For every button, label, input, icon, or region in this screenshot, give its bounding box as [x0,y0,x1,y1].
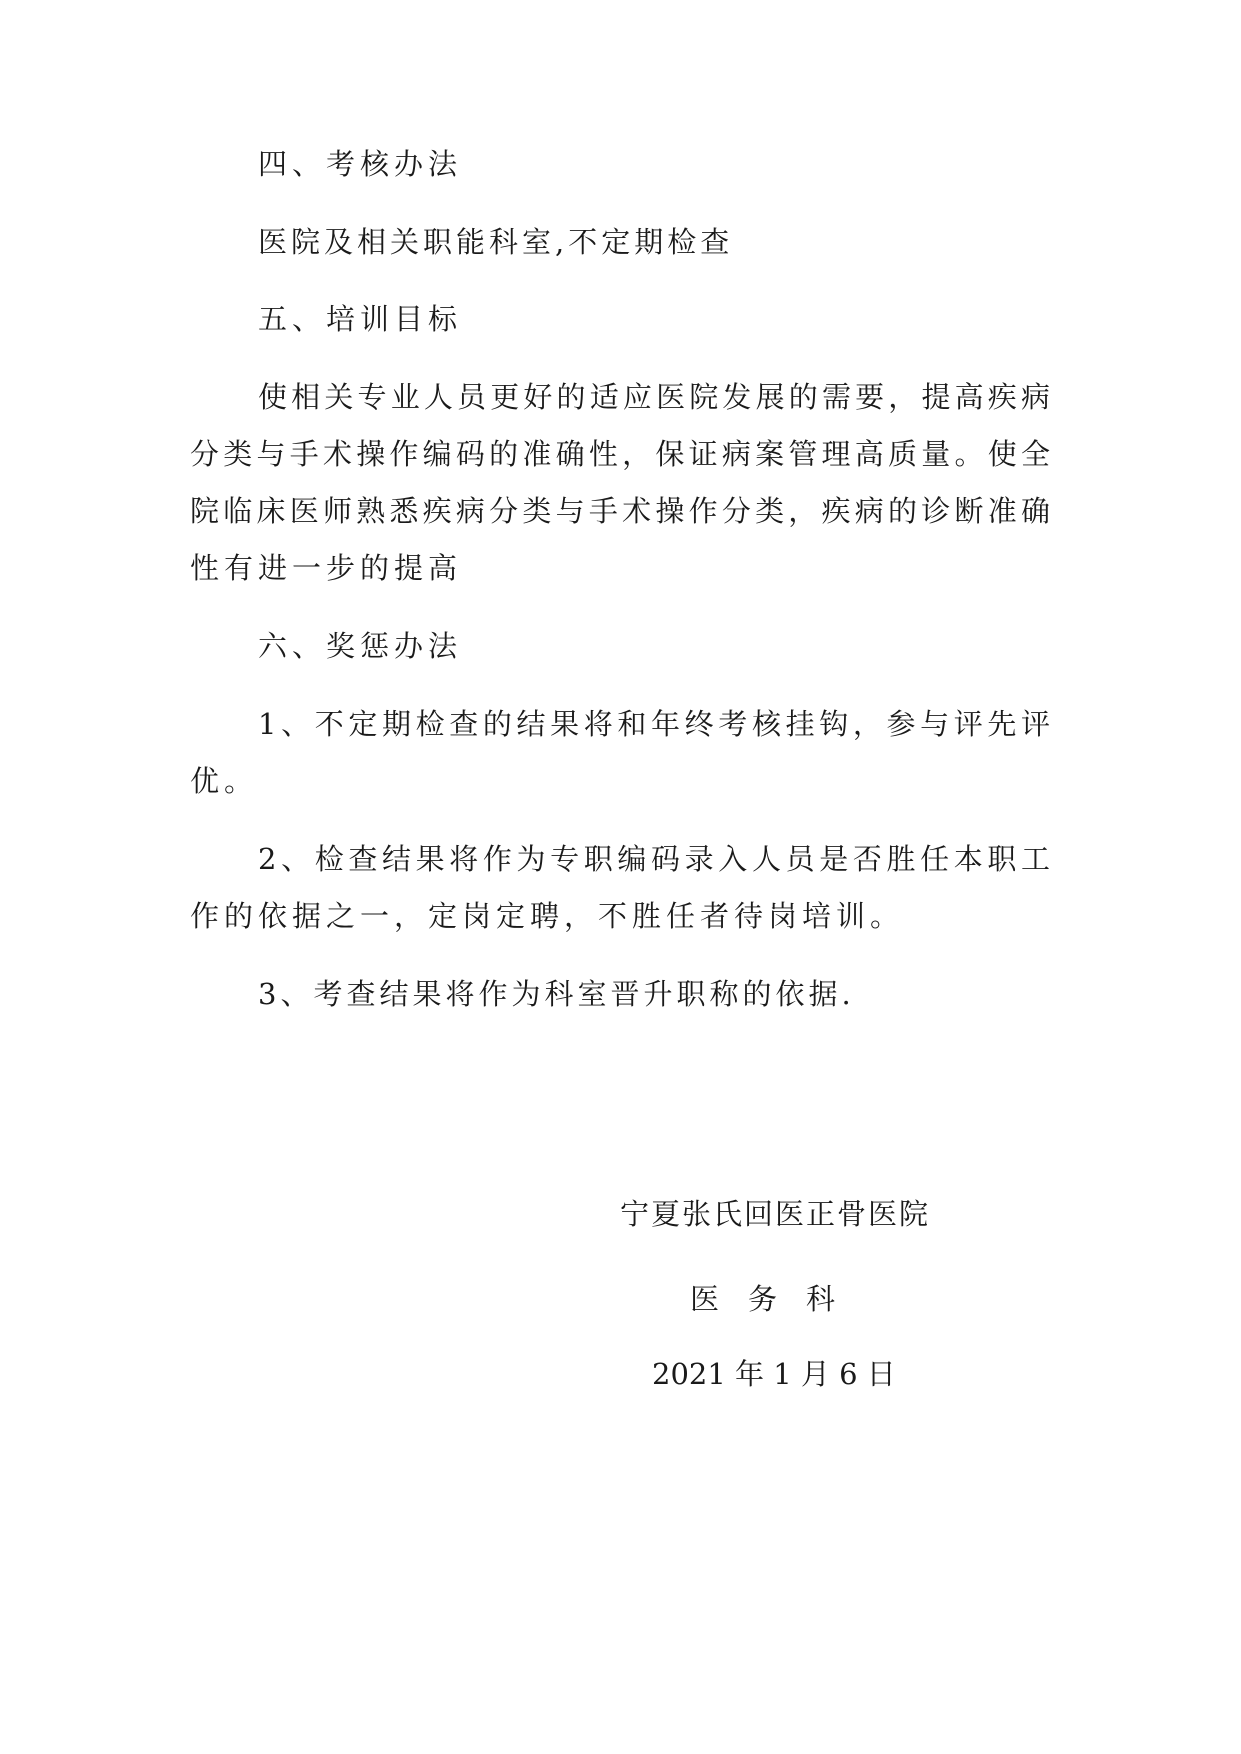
section-body-5-line-4: 性有进一步的提高 [190,551,463,585]
section-6-item-1-line-2: 优。 [190,764,259,798]
section-heading-6: 六、奖惩办法 [258,629,463,663]
signature-department: 医 务 科 [690,1282,836,1316]
signature-organization: 宁夏张氏回医正骨医院 [620,1197,931,1231]
signature-date: 2021 年 1 月 6 日 [652,1357,896,1391]
section-6-item-2-line-2: 作的依据之一，定岗定聘，不胜任者待岗培训。 [190,899,905,933]
section-body-5-line-2: 分类与手术操作编码的准确性，保证病案管理高质量。使全 [190,437,1050,471]
section-heading-4: 四、考核办法 [258,147,463,181]
section-6-item-3: 3、考查结果将作为科室晋升职称的依据. [258,977,855,1011]
section-6-item-1-line-1: 1、不定期检查的结果将和年终考核挂钩，参与评先评 [258,707,1050,741]
section-body-5-line-1: 使相关专业人员更好的适应医院发展的需要，提高疾病 [258,380,1050,414]
section-body-4: 医院及相关职能科室,不定期检查 [258,225,734,259]
section-heading-5: 五、培训目标 [258,302,463,336]
section-body-5-line-3: 院临床医师熟悉疾病分类与手术操作分类，疾病的诊断准确 [190,494,1050,528]
section-6-item-2-line-1: 2、检查结果将作为专职编码录入人员是否胜任本职工 [258,842,1050,876]
